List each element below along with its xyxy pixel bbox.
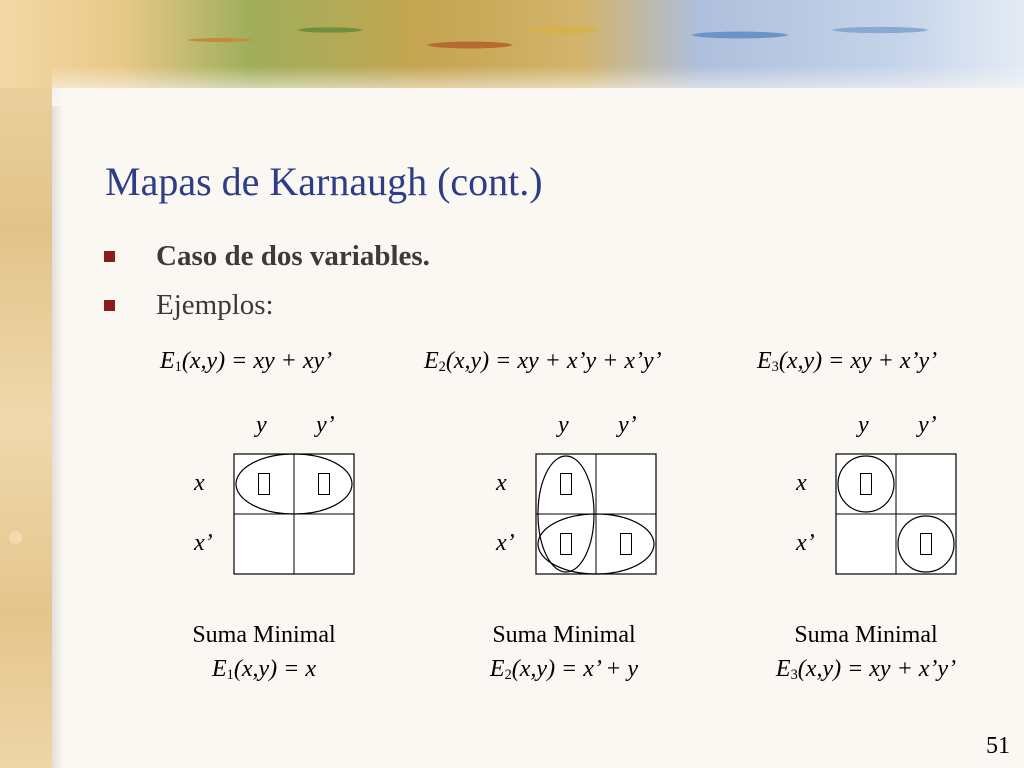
column-label: y	[256, 412, 267, 438]
summary-rhs: (x,y) = xy + x’y’	[797, 656, 957, 682]
karnaugh-map-e2	[482, 410, 722, 590]
cell-value	[309, 469, 339, 499]
karnaugh-map-e1	[180, 410, 420, 590]
bullet-text: Caso de dos variables.	[156, 240, 430, 272]
summary-subscript: 3	[790, 667, 798, 683]
summary-e3	[746, 618, 986, 692]
slide-title: Mapas de Karnaugh (cont.)	[105, 159, 543, 204]
expression-e2	[424, 348, 662, 376]
summary-e2	[444, 618, 684, 692]
paper-shadow	[52, 0, 64, 768]
parchment-border	[0, 0, 52, 768]
bullet-text: Ejemplos:	[156, 289, 274, 321]
summary-rhs: (x,y) = x’ + y	[511, 656, 639, 682]
page-number: 51	[986, 733, 1010, 759]
cell-value	[611, 529, 641, 559]
expr-rhs: (x,y) = xy + xy’	[181, 348, 333, 374]
expr-subscript: 1	[174, 359, 182, 375]
summary-rhs: (x,y) = x	[233, 656, 316, 682]
row-label: x’	[796, 530, 815, 556]
summary-subscript: 2	[504, 667, 512, 683]
missing-glyph-box-icon	[560, 533, 572, 555]
missing-glyph-box-icon	[258, 473, 270, 495]
missing-glyph-box-icon	[920, 533, 932, 555]
summary-subscript: 1	[226, 667, 234, 683]
expr-letter: E	[757, 348, 772, 374]
summary-expression	[746, 652, 986, 692]
kmap-grid	[180, 410, 420, 590]
expr-letter: E	[424, 348, 439, 374]
column-label: y	[858, 412, 869, 438]
summary-letter: E	[211, 656, 227, 682]
expr-subscript: 2	[438, 359, 446, 375]
cell-value	[911, 529, 941, 559]
missing-glyph-box-icon	[560, 473, 572, 495]
missing-glyph-box-icon	[620, 533, 632, 555]
row-label: x	[496, 470, 507, 496]
column-label: y’	[618, 412, 637, 438]
expression-e3	[757, 348, 937, 376]
expr-rhs: (x,y) = xy + x’y’	[778, 348, 938, 374]
summary-expression	[144, 652, 384, 692]
summary-label: Suma Minimal	[492, 622, 636, 648]
column-label: y’	[316, 412, 335, 438]
bullet-item-caso	[104, 240, 430, 273]
row-label: x	[796, 470, 807, 496]
kmap-grid	[482, 410, 722, 590]
expr-letter: E	[160, 348, 175, 374]
cell-value	[551, 529, 581, 559]
summary-letter: E	[489, 656, 505, 682]
cell-value	[249, 469, 279, 499]
summary-label: Suma Minimal	[794, 622, 938, 648]
summary-e1	[144, 618, 384, 692]
summary-expression	[444, 652, 684, 692]
banner-fade	[52, 66, 1024, 106]
expr-subscript: 3	[771, 359, 779, 375]
column-label: y’	[918, 412, 937, 438]
expression-e1	[160, 348, 332, 376]
bullet-square-icon	[104, 300, 115, 311]
summary-letter: E	[775, 656, 791, 682]
column-label: y	[558, 412, 569, 438]
cell-value	[851, 469, 881, 499]
karnaugh-map-e3	[782, 410, 1022, 590]
missing-glyph-box-icon	[860, 473, 872, 495]
summary-label: Suma Minimal	[192, 622, 336, 648]
bullet-square-icon	[104, 251, 115, 262]
kmap-grid	[782, 410, 1022, 590]
row-label: x’	[194, 530, 213, 556]
expr-rhs: (x,y) = xy + x’y + x’y’	[445, 348, 662, 374]
missing-glyph-box-icon	[318, 473, 330, 495]
row-label: x’	[496, 530, 515, 556]
bullet-item-ejemplos	[104, 289, 274, 322]
row-label: x	[194, 470, 205, 496]
cell-value	[551, 469, 581, 499]
